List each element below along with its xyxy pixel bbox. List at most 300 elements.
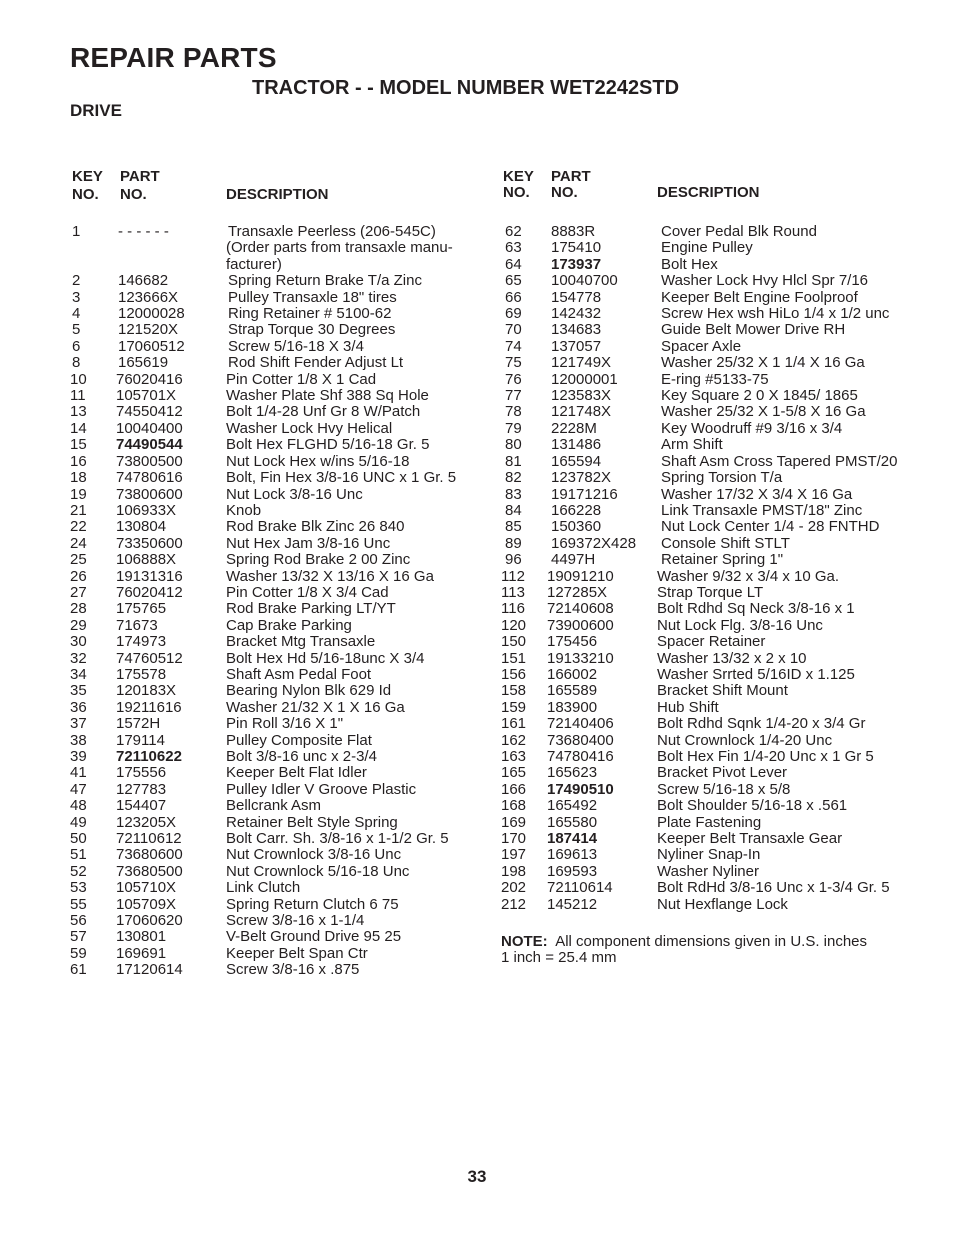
table-row — [501, 733, 921, 749]
key-cell: 34 — [70, 665, 87, 683]
part-header-line2: NO. — [551, 184, 578, 201]
key-cell: 170 — [501, 830, 527, 848]
part-number-cell: 150360 — [551, 518, 602, 536]
part-number-cell: 72140608 — [547, 600, 614, 618]
page-title: REPAIR PARTS — [70, 42, 277, 73]
part-number-cell: 174973 — [116, 633, 167, 651]
table-row — [501, 618, 921, 634]
key-cell: 35 — [70, 682, 87, 700]
part-number-cell: 73800600 — [116, 485, 183, 503]
description-cell: Link Clutch — [226, 879, 301, 897]
part-number-cell: 1572H — [116, 715, 161, 733]
key-cell: 120 — [501, 616, 527, 634]
key-cell: 13 — [70, 403, 87, 421]
table-row — [70, 224, 490, 240]
table-row — [501, 339, 921, 355]
key-cell: 48 — [70, 797, 87, 815]
key-cell: 62 — [505, 223, 522, 240]
part-number-cell: 175410 — [551, 239, 602, 257]
table-row — [501, 847, 921, 863]
key-cell: 85 — [505, 518, 522, 536]
key-cell: 19 — [70, 485, 87, 503]
table-row — [70, 306, 490, 322]
part-number-cell: 76020412 — [116, 583, 183, 601]
table-row — [70, 946, 490, 962]
key-cell: 25 — [70, 551, 87, 569]
part-number-cell: 71673 — [116, 616, 158, 634]
table-row — [70, 765, 490, 781]
key-cell: 64 — [505, 255, 522, 273]
key-cell: 37 — [70, 715, 87, 733]
table-row — [70, 585, 490, 601]
table-row — [501, 487, 921, 503]
table-row — [70, 782, 490, 798]
key-cell: 32 — [70, 649, 87, 667]
part-number-cell: 74780416 — [547, 748, 614, 765]
table-row — [70, 503, 490, 519]
part-number-cell: 72110622 — [116, 748, 182, 765]
table-row — [70, 470, 490, 486]
part-header-line1: PART — [120, 168, 160, 185]
description-cell: Washer 13/32 x 2 x 10 — [657, 649, 807, 667]
note-text: All component dimensions given in U.S. inches — [555, 933, 868, 950]
table-row — [501, 700, 921, 716]
description-cell: Engine Pulley — [661, 239, 753, 257]
key-cell: 28 — [70, 600, 87, 618]
description-cell: Bolt Hex — [661, 255, 718, 273]
key-cell: 41 — [70, 764, 87, 782]
key-cell: 29 — [70, 616, 87, 634]
key-cell — [70, 257, 116, 273]
key-cell: 151 — [501, 649, 527, 667]
description-cell: Keeper Belt Transaxle Gear — [657, 830, 843, 848]
key-cell: 77 — [505, 387, 522, 405]
part-number-cell: 106933X — [116, 501, 177, 519]
table-row — [501, 765, 921, 781]
part-number-cell: 72110612 — [116, 830, 182, 848]
key-cell: 75 — [505, 354, 522, 372]
key-cell: 202 — [501, 879, 527, 897]
table-row — [70, 536, 490, 552]
key-cell: 50 — [70, 830, 87, 848]
part-number-cell: 127783 — [116, 780, 167, 798]
part-number-cell: 72110614 — [547, 879, 613, 897]
description-cell: Screw 5/16-18 x 5/8 — [657, 780, 791, 798]
part-number-cell: 74760512 — [116, 649, 183, 667]
part-number-cell: 17060512 — [118, 337, 185, 355]
key-cell: 66 — [505, 288, 522, 306]
description-cell: Spring Return Clutch 6 75 — [226, 895, 399, 913]
description-cell: Washer 25/32 X 1-5/8 X 16 Ga — [661, 403, 866, 421]
description-cell: Nut Lock 3/8-16 Unc — [226, 485, 363, 503]
table-row — [70, 651, 490, 667]
table-row — [501, 470, 921, 486]
description-cell: Spacer Axle — [661, 337, 742, 355]
description-cell: Screw 3/8-16 x .875 — [226, 961, 360, 979]
part-number-cell: 8883R — [551, 223, 596, 240]
description-cell: Pin Cotter 1/8 X 3/4 Cad — [226, 583, 389, 601]
key-cell: 55 — [70, 895, 87, 913]
table-row — [501, 519, 921, 535]
description-cell: Keeper Belt Engine Foolproof — [661, 288, 858, 306]
part-number-cell: 137057 — [551, 337, 602, 355]
description-cell: Rod Shift Fender Adjust Lt — [228, 354, 404, 372]
table-row — [501, 897, 921, 913]
page-number: 33 — [467, 1167, 487, 1186]
key-cell: 82 — [505, 469, 522, 487]
key-header-line2: NO. — [503, 184, 530, 201]
part-number-cell — [116, 240, 226, 256]
table-row — [70, 749, 490, 765]
table-row — [70, 240, 490, 256]
key-cell: 76 — [505, 370, 522, 388]
part-number-cell: 73680600 — [116, 846, 183, 864]
part-number-cell: 123583X — [551, 387, 612, 405]
part-number-cell: 123782X — [551, 469, 612, 487]
part-number-cell: 123205X — [116, 813, 177, 831]
table-row — [70, 569, 490, 585]
part-number-cell: 165594 — [551, 452, 602, 470]
part-number-cell: 19131316 — [116, 567, 183, 585]
key-cell: 51 — [70, 846, 87, 864]
part-number-cell: 173937 — [551, 255, 602, 273]
key-cell: 15 — [70, 436, 87, 454]
part-number-cell — [116, 257, 226, 273]
key-cell: 65 — [505, 272, 522, 290]
table-row — [501, 880, 921, 896]
description-cell: Shaft Asm Cross Tapered PMST/20 — [661, 452, 898, 470]
table-row — [70, 913, 490, 929]
table-row — [70, 929, 490, 945]
table-row — [70, 421, 490, 437]
description-cell: Link Transaxle PMST/18" Zinc — [661, 501, 863, 519]
description-cell: Keeper Belt Flat Idler — [226, 764, 367, 782]
table-row — [70, 601, 490, 617]
description-cell: Screw Hex wsh HiLo 1/4 x 1/2 unc — [661, 305, 890, 323]
table-row — [70, 897, 490, 913]
description-cell: Bracket Pivot Lever — [657, 764, 788, 782]
part-number-cell: 169593 — [547, 862, 598, 880]
description-cell: Strap Torque 30 Degrees — [228, 321, 396, 339]
table-row — [70, 831, 490, 847]
part-number-cell: 19133210 — [547, 649, 614, 667]
table-row — [501, 388, 921, 404]
key-cell: 26 — [70, 567, 87, 585]
key-cell: 16 — [70, 452, 87, 470]
part-number-cell: 130804 — [116, 518, 167, 536]
part-number-cell: 175765 — [116, 600, 167, 618]
part-number-cell: 105709X — [116, 895, 177, 913]
table-row — [70, 322, 490, 338]
table-row — [501, 404, 921, 420]
description-cell: Keeper Belt Span Ctr — [226, 944, 368, 962]
key-cell: 116 — [501, 600, 525, 618]
part-number-cell: 19211616 — [116, 698, 182, 716]
key-cell: 169 — [501, 813, 527, 831]
column-header — [501, 168, 921, 224]
description-cell: Plate Fastening — [657, 813, 762, 831]
key-cell: 197 — [501, 846, 527, 864]
key-cell: 113 — [501, 583, 525, 601]
description-cell: Bolt Hex FLGHD 5/16-18 Gr. 5 — [226, 436, 430, 454]
key-cell: 161 — [501, 715, 527, 733]
part-number-cell: 10040400 — [116, 419, 183, 437]
section-heading: DRIVE — [70, 101, 122, 120]
part-number-cell: 74550412 — [116, 403, 183, 421]
key-cell: 3 — [72, 288, 81, 306]
part-number-cell: 72140406 — [547, 715, 614, 733]
parts-column-left — [70, 168, 490, 979]
part-number-cell: 134683 — [551, 321, 602, 339]
part-header-line2: NO. — [120, 186, 147, 203]
description-cell: Washer 25/32 X 1 1/4 X 16 Ga — [661, 354, 865, 372]
key-cell: 21 — [70, 501, 87, 519]
table-row — [501, 749, 921, 765]
key-cell: 168 — [501, 797, 527, 815]
part-number-cell: 165580 — [547, 813, 598, 831]
table-row — [501, 585, 921, 601]
key-cell: 56 — [70, 912, 87, 930]
key-cell: 24 — [70, 534, 87, 552]
description-cell: V-Belt Ground Drive 95 25 — [226, 928, 402, 946]
key-cell: 74 — [505, 337, 522, 355]
key-cell: 38 — [70, 731, 87, 749]
part-number-cell: 165492 — [547, 797, 598, 815]
description-cell: Transaxle Peerless (206-545C) — [228, 223, 436, 240]
key-cell: 70 — [505, 321, 522, 339]
part-number-cell: 165619 — [118, 354, 169, 372]
table-row — [501, 651, 921, 667]
description-cell: Bracket Shift Mount — [657, 682, 788, 700]
part-number-cell: 121520X — [118, 321, 179, 339]
table-row — [70, 454, 490, 470]
description-cell: Nut Crownlock 5/16-18 Unc — [226, 862, 410, 880]
part-number-cell: 169372X428 — [551, 534, 637, 552]
key-cell: 89 — [505, 534, 522, 552]
table-row — [501, 290, 921, 306]
description-cell: Nut Crownlock 1/4-20 Unc — [657, 731, 833, 749]
table-row — [501, 864, 921, 880]
description-cell: Key Square 2 0 X 1845/ 1865 — [661, 387, 858, 405]
key-cell: 36 — [70, 698, 87, 716]
table-row — [70, 700, 490, 716]
key-cell: 158 — [501, 682, 527, 700]
part-number-cell: 73900600 — [547, 616, 614, 634]
description-cell: Washer Lock Hvy Helical — [226, 419, 393, 437]
table-row — [70, 716, 490, 732]
part-number-cell: 146682 — [118, 272, 169, 290]
table-row — [501, 306, 921, 322]
parts-list — [501, 224, 921, 913]
description-cell: Retainer Spring 1" — [661, 551, 784, 569]
description-cell: Washer Lock Hvy Hlcl Spr 7/16 — [661, 272, 869, 290]
table-row — [70, 339, 490, 355]
part-number-cell: 175556 — [116, 764, 167, 782]
table-row — [70, 404, 490, 420]
key-cell: 150 — [501, 633, 527, 651]
table-row — [501, 782, 921, 798]
table-row — [501, 683, 921, 699]
description-cell: Nut Lock Center 1/4 - 28 FNTHD — [661, 518, 880, 536]
description-cell: Ring Retainer # 5100-62 — [228, 305, 392, 323]
description-cell: Pulley Composite Flat — [226, 731, 372, 749]
key-cell: 61 — [70, 961, 87, 979]
description-cell: Washer 17/32 X 3/4 X 16 Ga — [661, 485, 853, 503]
description-cell: Retainer Belt Style Spring — [226, 813, 398, 831]
part-number-cell: 154778 — [551, 288, 602, 306]
part-number-cell: 145212 — [547, 895, 598, 913]
description-cell: Bolt Hex Fin 1/4-20 Unc x 1 Gr 5 — [657, 748, 874, 765]
description-cell: (Order parts from transaxle manu- — [226, 239, 453, 257]
table-row — [70, 372, 490, 388]
part-number-cell: 105701X — [116, 387, 177, 405]
table-row — [70, 667, 490, 683]
key-cell: 198 — [501, 862, 527, 880]
key-cell: 166 — [501, 780, 527, 798]
part-number-cell: 121749X — [551, 354, 612, 372]
description-cell: E-ring #5133-75 — [661, 370, 769, 388]
table-row — [501, 503, 921, 519]
description-cell: Arm Shift — [661, 436, 723, 454]
table-row — [501, 421, 921, 437]
key-cell: 84 — [505, 501, 522, 519]
part-number-cell: 74490544 — [116, 436, 183, 454]
description-cell: Washer Plate Shf 388 Sq Hole — [226, 387, 429, 405]
description-cell: Bolt 1/4-28 Unf Gr 8 W/Patch — [226, 403, 421, 421]
part-number-cell: 4497H — [551, 551, 596, 569]
table-row — [501, 355, 921, 371]
table-row — [501, 273, 921, 289]
part-number-cell: 73680400 — [547, 731, 614, 749]
part-number-cell: 179114 — [116, 731, 165, 749]
key-cell: 163 — [501, 748, 527, 765]
description-cell: Pulley Idler V Groove Plastic — [226, 780, 417, 798]
table-row — [501, 634, 921, 650]
table-row — [70, 437, 490, 453]
description-cell: Console Shift STLT — [661, 534, 790, 552]
part-number-cell: 187414 — [547, 830, 598, 848]
key-cell: 63 — [505, 239, 522, 257]
part-number-cell: 12000028 — [118, 305, 185, 323]
key-cell: 83 — [505, 485, 522, 503]
table-row — [501, 240, 921, 256]
key-header-line2: NO. — [72, 186, 99, 203]
table-row — [501, 437, 921, 453]
description-cell: Washer Srrted 5/16ID x 1.125 — [657, 665, 855, 683]
key-cell: 80 — [505, 436, 522, 454]
key-cell: 165 — [501, 764, 527, 782]
table-row — [501, 667, 921, 683]
part-number-cell: 17490510 — [547, 780, 614, 798]
table-row — [70, 355, 490, 371]
table-row — [70, 618, 490, 634]
part-number-cell: 74780616 — [116, 469, 183, 487]
table-row — [70, 880, 490, 896]
description-cell: Bracket Mtg Transaxle — [226, 633, 376, 651]
column-header — [70, 168, 490, 224]
table-row — [70, 864, 490, 880]
table-row — [70, 552, 490, 568]
key-cell: 162 — [501, 731, 527, 749]
key-cell: 27 — [70, 583, 87, 601]
part-header-line1: PART — [551, 168, 591, 185]
key-cell: 78 — [505, 403, 522, 421]
part-number-cell: 19171216 — [551, 485, 618, 503]
table-row — [501, 454, 921, 470]
part-number-cell: 131486 — [551, 436, 602, 454]
part-number-cell: 73350600 — [116, 534, 183, 552]
key-cell: 57 — [70, 928, 87, 946]
description-cell: Screw 5/16-18 X 3/4 — [228, 337, 364, 355]
part-number-cell: 165623 — [547, 764, 598, 782]
part-number-cell: 17060620 — [116, 912, 183, 930]
key-cell: 2 — [72, 272, 81, 290]
key-cell: 10 — [70, 370, 87, 388]
part-number-cell: 105710X — [116, 879, 177, 897]
table-row — [70, 257, 490, 273]
key-cell: 5 — [72, 321, 81, 339]
description-cell: Nut Crownlock 3/8-16 Unc — [226, 846, 402, 864]
description-cell: Bolt Hex Hd 5/16-18unc X 3/4 — [226, 649, 425, 667]
part-number-cell: 106888X — [116, 551, 177, 569]
description-header: DESCRIPTION — [657, 184, 760, 201]
description-cell: Rod Brake Blk Zinc 26 840 — [226, 518, 405, 536]
parts-column-right — [501, 168, 921, 913]
description-cell: Bolt Rdhd Sq Neck 3/8-16 x 1 — [657, 600, 855, 618]
key-cell: 212 — [501, 895, 527, 913]
table-row — [501, 322, 921, 338]
description-cell: Hub Shift — [657, 698, 719, 716]
key-cell: 156 — [501, 665, 527, 683]
key-cell: 30 — [70, 633, 87, 651]
description-cell: Bolt Rdhd Sqnk 1/4-20 x 3/4 Gr — [657, 715, 866, 733]
part-number-cell: 165589 — [547, 682, 598, 700]
description-cell: Washer 21/32 X 1 X 16 Ga — [226, 698, 405, 716]
key-header-line1: KEY — [503, 168, 534, 185]
part-number-cell: 183900 — [547, 698, 598, 716]
part-number-cell: 175456 — [547, 633, 598, 651]
description-cell: Nyliner Snap-In — [657, 846, 761, 864]
part-number-cell: 73680500 — [116, 862, 183, 880]
description-cell: Cover Pedal Blk Round — [661, 223, 817, 240]
part-number-cell: 169691 — [116, 944, 167, 962]
description-cell: Bellcrank Asm — [226, 797, 322, 815]
description-cell: Washer 9/32 x 3/4 x 10 Ga. — [657, 567, 840, 585]
description-cell: facturer) — [226, 255, 282, 273]
description-cell: Nut Lock Flg. 3/8-16 Unc — [657, 616, 823, 634]
key-cell: 159 — [501, 698, 527, 716]
part-number-cell: 154407 — [116, 797, 167, 815]
description-cell: Bolt Shoulder 5/16-18 x .561 — [657, 797, 848, 815]
key-cell: 22 — [70, 518, 87, 536]
description-cell: Screw 3/8-16 x 1-1/4 — [226, 912, 365, 930]
key-cell: 18 — [70, 469, 87, 487]
table-row — [501, 815, 921, 831]
table-row — [501, 798, 921, 814]
description-cell: Bolt, Fin Hex 3/8-16 UNC x 1 Gr. 5 — [226, 469, 457, 487]
part-number-cell: 169613 — [547, 846, 598, 864]
part-number-cell: 2228M — [551, 419, 597, 437]
table-row — [70, 388, 490, 404]
table-row — [70, 733, 490, 749]
table-row — [501, 601, 921, 617]
description-cell: Pulley Transaxle 18" tires — [228, 288, 397, 306]
table-row — [501, 552, 921, 568]
note-conversion: 1 inch = 25.4 mm — [501, 949, 617, 967]
description-cell: Bearing Nylon Blk 629 Id — [226, 682, 392, 700]
description-cell: Spacer Retainer — [657, 633, 766, 651]
key-cell: 47 — [70, 780, 87, 798]
